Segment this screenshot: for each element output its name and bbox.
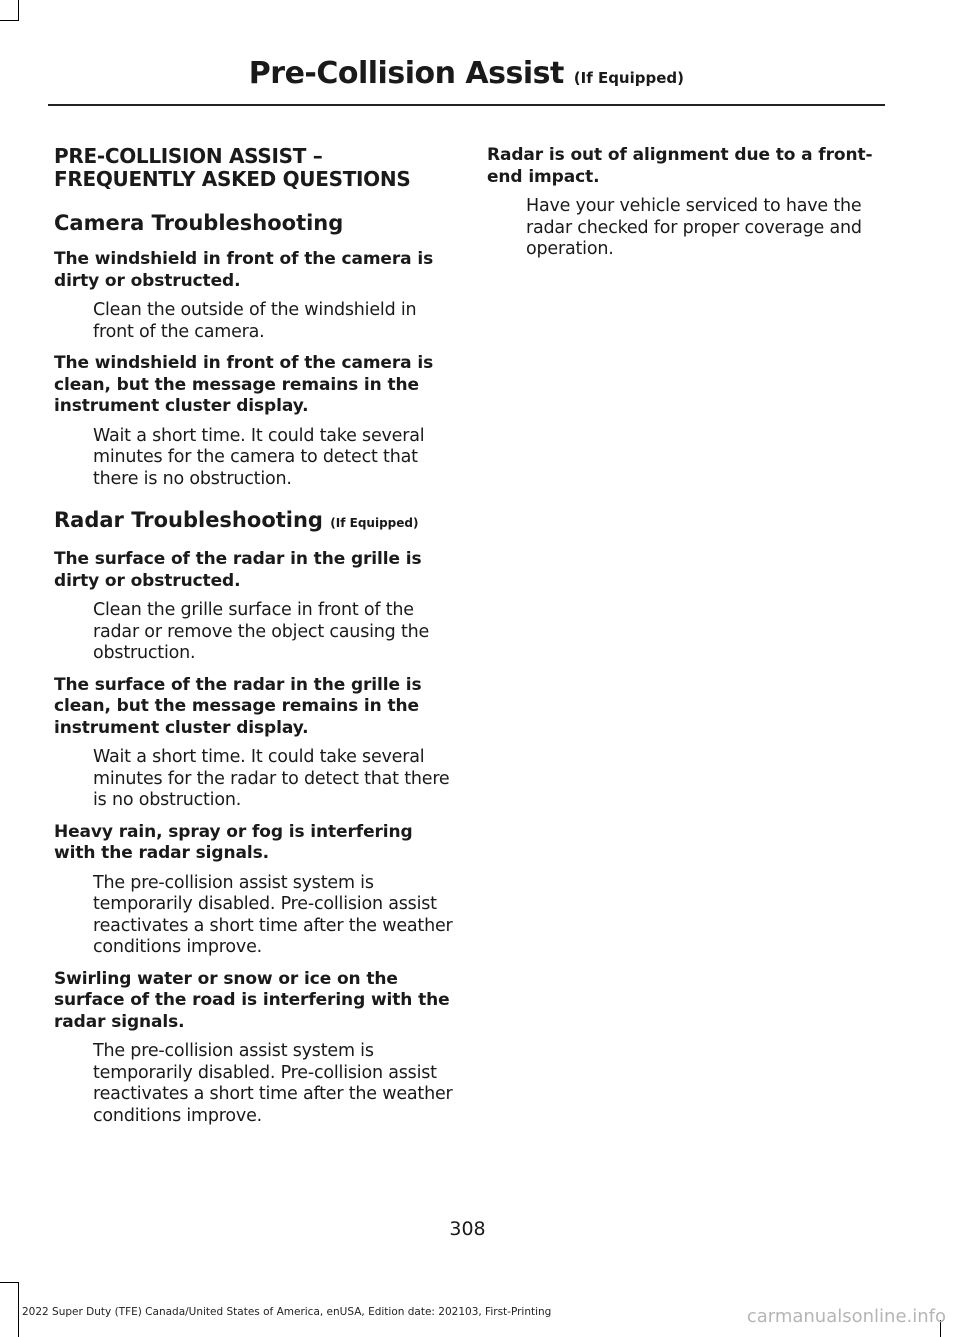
- faq-question: Radar is out of alignment due to a front-end impact.: [487, 145, 873, 187]
- faq-question: Heavy rain, spray or fog is interfering with the radar signals.: [54, 821, 413, 863]
- right-column: [487, 145, 887, 271]
- faq-question: The surface of the radar in the grille is clean, but the message remains in the instrument cluster display.: [54, 674, 422, 738]
- section-title: [54, 145, 454, 191]
- crop-mark: [0, 20, 19, 21]
- faq-answer: Clean the outside of the windshield in front of the camera.: [93, 300, 417, 342]
- page-header-title: [249, 56, 684, 91]
- faq-answer: Wait a short time. It could take several minutes for the radar to detect that there is no obstruction.: [93, 747, 450, 810]
- faq-answer: Have your vehicle serviced to have the radar checked for proper coverage and operation.: [526, 196, 862, 259]
- site-watermark: carmanualsonline.info: [746, 1306, 946, 1327]
- header-divider: [48, 104, 885, 106]
- camera-troubleshooting-heading: Camera Troubleshooting: [54, 211, 344, 235]
- section-title-line-1: PRE-COLLISION ASSIST –: [54, 144, 323, 168]
- radar-heading-text: Radar Troubleshooting: [54, 508, 323, 532]
- header-title-suffix: (If Equipped): [573, 69, 684, 87]
- faq-answer: The pre-collision assist system is temporarily disabled. Pre-collision assist reactivates a short time after the weather conditions improve.: [93, 872, 453, 957]
- header-title-text: Pre-Collision Assist: [248, 56, 564, 91]
- crop-mark: [0, 1282, 19, 1283]
- radar-troubleshooting-heading: [54, 506, 454, 537]
- faq-answer: The pre-collision assist system is temporarily disabled. Pre-collision assist reactivates a short time after the weather conditions improve.: [93, 1041, 453, 1126]
- faq-question: The windshield in front of the camera is clean, but the message remains in the instrument cluster display.: [54, 353, 434, 416]
- faq-question: The windshield in front of the camera is dirty or obstructed.: [54, 249, 434, 291]
- crop-mark: [18, 0, 19, 20]
- edition-footer: 2022 Super Duty (TFE) Canada/United States of America, enUSA, Edition date: 202103, First-Printing: [22, 1306, 552, 1318]
- section-title-line-2: FREQUENTLY ASKED QUESTIONS: [54, 167, 411, 191]
- faq-question: The surface of the radar in the grille is dirty or obstructed.: [54, 549, 422, 591]
- radar-heading-suffix: (If Equipped): [330, 516, 419, 530]
- faq-question: Swirling water or snow or ice on the surface of the road is interfering with the radar signals.: [54, 968, 450, 1032]
- left-column: [54, 145, 454, 1137]
- faq-answer: Clean the grille surface in front of the radar or remove the object causing the obstruction.: [93, 600, 430, 663]
- page-number: 308: [449, 1218, 486, 1240]
- crop-mark: [18, 1282, 19, 1337]
- faq-answer: Wait a short time. It could take several minutes for the camera to detect that there is no obstruction.: [93, 425, 425, 489]
